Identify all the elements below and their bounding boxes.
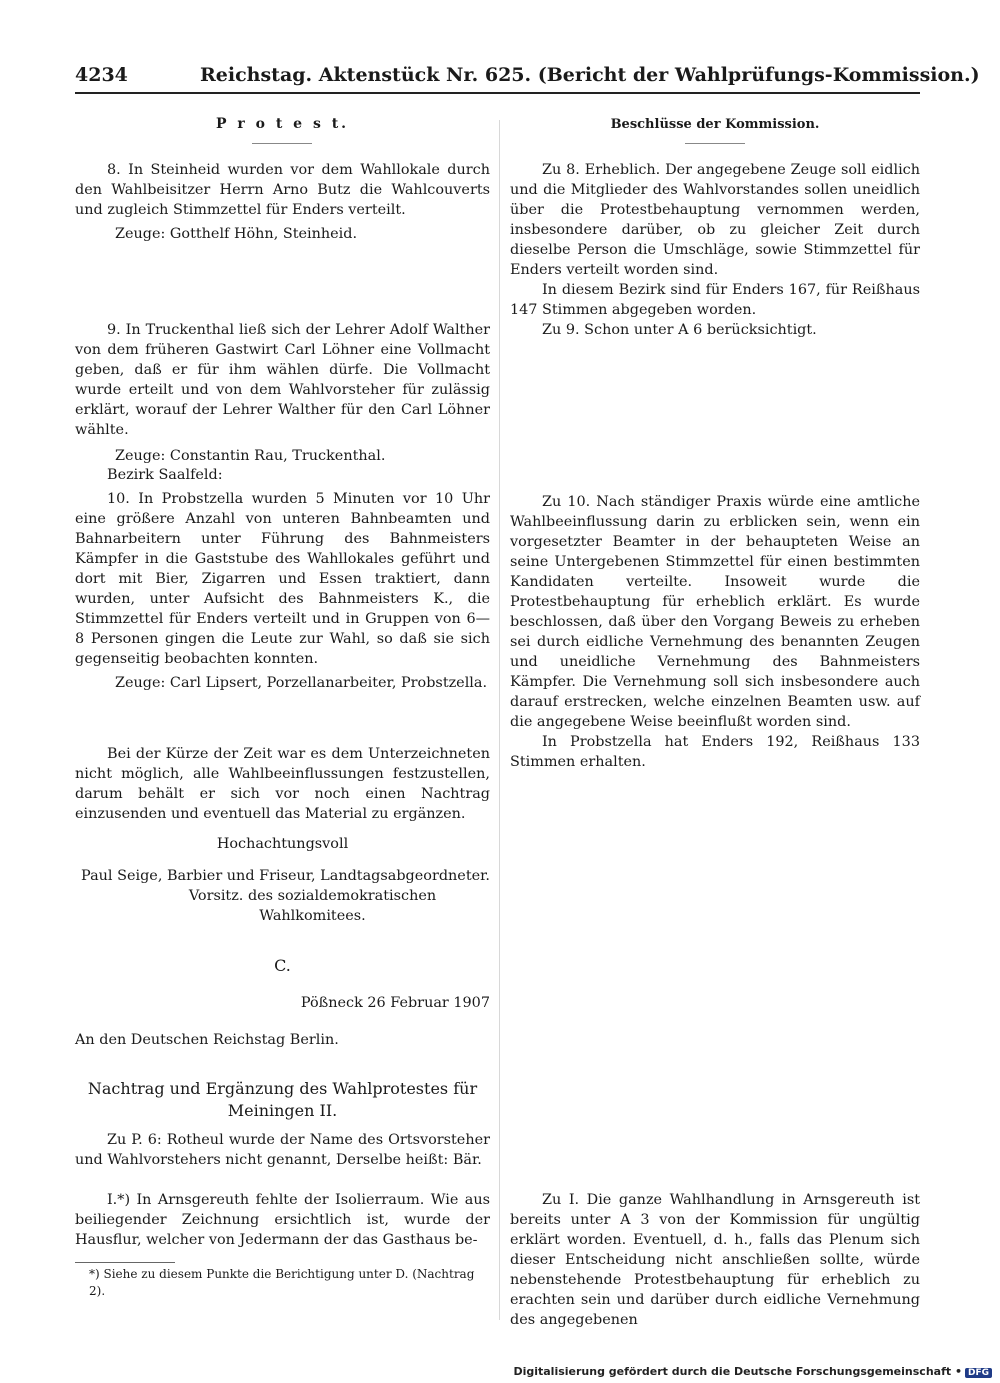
page-header [75, 62, 980, 94]
dfg-logo: DFG [965, 1368, 992, 1378]
decision-paragraph: Zu I. Die ganze Wahlhandlung in Arnsgereuth ist bereits unter A 3 von der Kommission für ungültig erklärt worden. Eventuell, d. h., falls das Plenum sich dieser Entscheidung nicht anschließen sollte, würde nebenstehende Protestbehauptung für erheblich zu erachten sein und darüber durch eidliche Vernehmung des angegebenen [510, 1192, 920, 1328]
supplement-item-1 [75, 1190, 490, 1250]
decision-paragraph: In Probstzella hat Enders 192, Reißhaus 133 Stimmen erhalten. [510, 734, 920, 770]
decision-item-9 [510, 320, 920, 340]
greeting: Hochachtungsvoll [216, 836, 349, 852]
page-number: 4234 [75, 64, 128, 86]
witness-line: Zeuge: Gotthelf Höhn, Steinheid. [115, 226, 358, 242]
running-title: Reichstag. Aktenstück Nr. 625. (Bericht der Wahlprüfungs-Kommission.) [200, 64, 980, 86]
signature-title: Vorsitz. des sozialdemokratischen Wahlkomitees. [188, 888, 437, 924]
protest-paragraph: 9. In Truckenthal ließ sich der Lehrer Adolf Walther von dem früheren Gastwirt Carl Löhner eine Vollmacht geben, daß er für ihm wählen dürfe. Die Vollmacht wurde erteilt und von dem Wahlvorsteher für zulässig erklärt, worauf der Lehrer Walther für den Carl Löhner wählte. [75, 322, 490, 438]
footnote-rule [75, 1262, 175, 1263]
place-date: Pößneck 26 Februar 1907 [300, 995, 490, 1011]
addressee: An den Deutschen Reichstag Berlin. [75, 1032, 339, 1048]
supplement-title-line: Meiningen II. [227, 1101, 338, 1120]
protest-item-10 [75, 465, 490, 693]
decision-paragraph: Zu 9. Schon unter A 6 berücksichtigt. [542, 322, 817, 338]
supplement-p6 [75, 1130, 490, 1170]
closing-block [75, 744, 490, 926]
left-column-heading: P r o t e s t. [215, 116, 350, 132]
supplement-paragraph: I.*) In Arnsgereuth fehlte der Isolierraum. Wie aus beiliegender Zeichnung ersichtlich ist, wurde der Hausflur, welcher von Jedermann der das Gasthaus be- [75, 1192, 490, 1248]
witness-line: Zeuge: Constantin Rau, Truckenthal. [115, 448, 386, 464]
protest-item-9 [75, 320, 490, 466]
right-column-heading: Beschlüsse der Kommission. [610, 117, 820, 132]
left-heading-rule [252, 143, 312, 144]
decision-paragraph: Zu 8. Erheblich. Der angegebene Zeuge soll eidlich und die Mitglieder des Wahlvorstandes sollen uneidlich über die Protestbehauptung vernommen werden, insbesondere darüber, ob zu gleicher Zeit durch dieselbe Person die Umschläge, sowie Stimmzettel für Enders verteilt worden sind. [510, 162, 920, 278]
section-marker: C. [274, 956, 291, 975]
decision-paragraph: In diesem Bezirk sind für Enders 167, für Reißhaus 147 Stimmen abgegeben worden. [510, 282, 920, 318]
header-rule [75, 92, 920, 94]
decision-item-1 [510, 1190, 920, 1330]
right-heading-rule [685, 143, 745, 144]
column-divider [499, 120, 500, 1320]
credit-text: Digitalisierung gefördert durch die Deutsche Forschungsgemeinschaft • [513, 1365, 962, 1378]
protest-paragraph: 10. In Probstzella wurden 5 Minuten vor 10 Uhr eine größere Anzahl von unteren Bahnbeamten und Bahnarbeitern unter Führung des Bahnmeisters Kämpfer in die Gaststube des Wahllokales geführt und dort mit Bier, Zigarren und Essen traktiert, dann wurden, unter Aufsicht des Bahnmeisters K., die Stimmzettel für Enders verteilt und in Gruppen von 6—8 Personen gingen die Leute zur Wahl, so daß sie sich gegenseitig beobachten konnten. [75, 491, 490, 667]
closing-paragraph: Bei der Kürze der Zeit war es dem Unterzeichneten nicht möglich, alle Wahlbeeinflussungen festzustellen, darum behält er sich vor noch einen Nachtrag einzusenden und eventuell das Material zu ergänzen. [75, 746, 490, 822]
witness-line: Zeuge: Carl Lipsert, Porzellanarbeiter, Probstzella. [115, 675, 488, 691]
supplement-title-line: Nachtrag und Ergänzung des Wahlprotestes für [87, 1079, 478, 1098]
supplement-paragraph: Zu P. 6: Rotheul wurde der Name des Ortsvorsteher und Wahlvorstehers nicht genannt, Derselbe heißt: Bär. [75, 1132, 490, 1168]
signature-name: Paul Seige, Barbier und Friseur, Landtagsabgeordneter. [81, 868, 490, 884]
supplement-title [75, 1078, 490, 1122]
digitization-credit [513, 1365, 992, 1378]
footnote: *) Siehe zu diesem Punkte die Berichtigung unter D. (Nachtrag 2). [89, 1267, 475, 1298]
protest-paragraph: 8. In Steinheid wurden vor dem Wahllokale durch den Wahlbeisitzer Herrn Arno Butz die Wahlcouverts und zugleich Stimmzettel für Enders verteilt. [75, 162, 490, 218]
decision-item-8 [510, 160, 920, 320]
decision-paragraph: Zu 10. Nach ständiger Praxis würde eine amtliche Wahlbeeinflussung darin zu erblicken sein, wenn ein vorgesetzter Beamter in der behaupteten Weise an seine Untergebenen Stimmzettel für einen bestimmten Kandidaten verteilte. Insoweit wurde die Protestbehauptung für erheblich erklärt. Es wurde beschlossen, daß über den Vorgang Beweis zu erheben sei durch eidliche Vernehmung des benannten Zeugen und uneidliche Vernehmung des Bahnmeisters Kämpfer. Die Vernehmung soll sich insbesondere auch darauf erstrecken, welche einzelnen Beamten usw. auf die angegebene Weise beeinflußt worden sind. [510, 494, 920, 730]
protest-item-8 [75, 160, 490, 244]
district-label: Bezirk Saalfeld: [107, 467, 223, 483]
decision-item-10 [510, 492, 920, 772]
